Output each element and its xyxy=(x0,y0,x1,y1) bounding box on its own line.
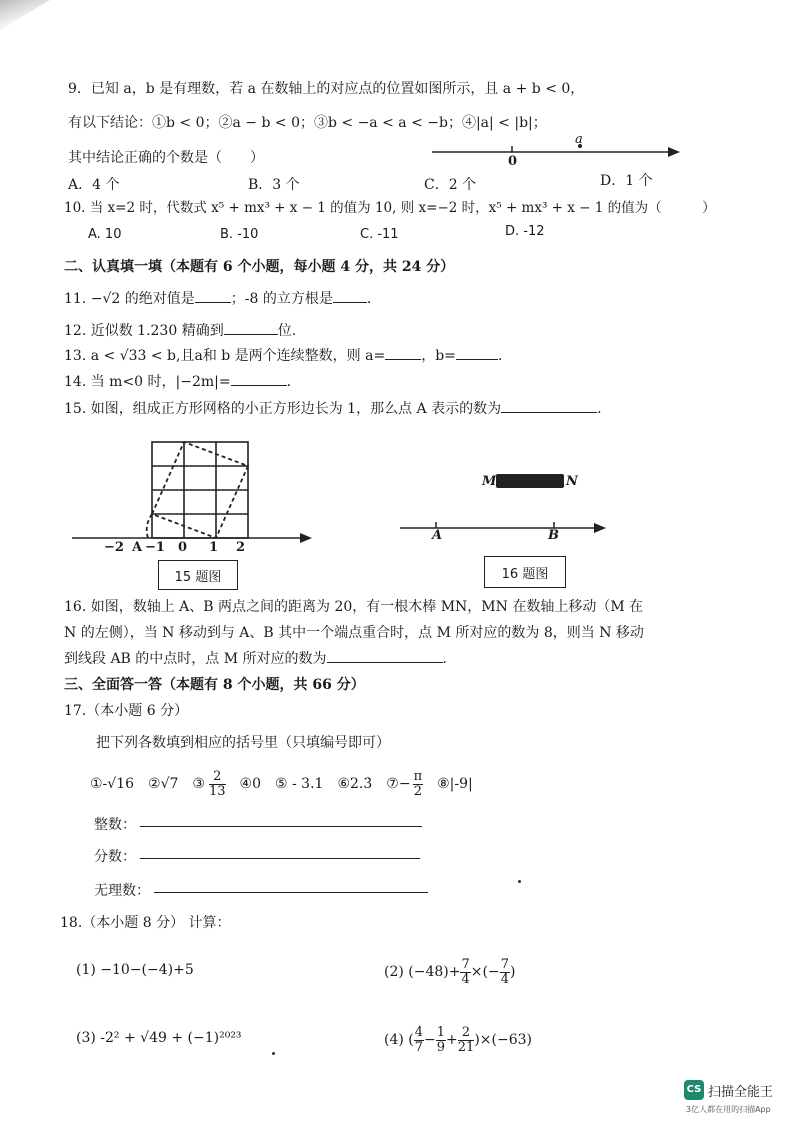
stray-dot-2 xyxy=(272,1052,275,1055)
q17-n7-num: π xyxy=(413,768,423,784)
q18-p4-frac1 xyxy=(414,1026,424,1055)
q16-blank[interactable] xyxy=(327,650,443,663)
q18-p4-a: (4) ( xyxy=(384,1032,414,1048)
q9-conclusions: 有以下结论：①b < 0；②a − b < 0；③b < −a < a < −b；④|a| < |b|； xyxy=(68,115,547,131)
q13-blank-a[interactable] xyxy=(385,347,421,360)
q17-title: 17.（本小题 6 分） xyxy=(64,703,189,719)
fig16-label-M: M xyxy=(482,474,497,489)
q15-label-neg1: −1 xyxy=(145,540,165,555)
q18-p4-frac3 xyxy=(458,1026,475,1055)
q15-figure xyxy=(70,440,320,545)
q12-blank[interactable] xyxy=(224,322,278,335)
q13-text-b: ，b= xyxy=(421,348,456,364)
q9-question: 其中结论正确的个数是（ ） xyxy=(68,150,264,166)
q10-option-a: A. 10 xyxy=(88,227,122,242)
q18-p2 xyxy=(384,954,515,990)
q18-p2-num2: 7 xyxy=(500,956,509,972)
q13-blank-b[interactable] xyxy=(456,347,498,360)
q17-instr: 把下列各数填到相应的括号里（只填编号即可） xyxy=(96,735,390,751)
q18-p4-frac2 xyxy=(436,1026,446,1055)
q17-frac-label: 分数： xyxy=(94,849,136,865)
q11-text-c: . xyxy=(366,291,372,307)
q14-blank[interactable] xyxy=(231,373,287,386)
q9-axis-zero: 0 xyxy=(508,154,518,169)
q10-option-b: B. -10 xyxy=(220,227,259,242)
q11-text-a: 11. −√2 的绝对值是 xyxy=(64,291,195,307)
q18-p4-d3: 21 xyxy=(457,1039,475,1055)
q18-p2-den2: 4 xyxy=(500,971,509,987)
fig16-caption: 16 题图 xyxy=(484,556,566,588)
q11-blank-1[interactable] xyxy=(195,290,231,303)
q13 xyxy=(64,345,502,365)
q13-text-a: 13. a < √33 < b,且a和 b 是两个连续整数，则 a= xyxy=(64,348,386,364)
q15-label-neg2: −2 xyxy=(104,540,124,555)
q17-n2: ②√7 xyxy=(148,776,179,792)
q9-number-line xyxy=(430,132,690,172)
q17-irr-label: 无理数： xyxy=(94,883,150,899)
fig16-label-A: A xyxy=(432,528,443,543)
q18-p2-frac1 xyxy=(460,958,470,987)
q12-text-b: 位. xyxy=(277,323,297,339)
q16-line3 xyxy=(64,648,447,668)
q17-numbers xyxy=(90,764,473,804)
fig16-label-B: B xyxy=(548,528,559,543)
q18-p3: (3) -2² + √49 + (−1)²⁰²³ xyxy=(76,1030,242,1046)
q17-n3-frac xyxy=(209,770,226,799)
q15-stem xyxy=(64,398,602,418)
q9-option-b: B．3 个 xyxy=(248,177,300,193)
q10-option-d: D. -12 xyxy=(505,224,545,239)
q18-title: 18.（本小题 8 分） 计算： xyxy=(60,915,231,931)
q18-p2-den1: 4 xyxy=(461,971,470,987)
q9-option-d: D．1 个 xyxy=(600,173,653,189)
q10-option-c: C. -11 xyxy=(360,227,399,242)
watermark-tagline: 3亿人都在用的扫描App xyxy=(686,1105,771,1114)
q18-p4-b: )×(−63) xyxy=(474,1032,532,1048)
q16-line3-text: 到线段 AB 的中点时，点 M 所对应的数为 xyxy=(64,651,327,667)
watermark-brand: 扫描全能王 xyxy=(708,1084,774,1100)
q9-axis-a: a xyxy=(575,132,583,147)
q16-line1: 16. 如图，数轴上 A、B 两点之间的距离为 20，有一根木棒 MN，MN 在数轴上移动（M 在 xyxy=(64,599,644,615)
q9-option-c: C．2 个 xyxy=(424,177,477,193)
q17-n4: ④0 xyxy=(239,776,261,792)
q17-n5: ⑤ - 3.1 xyxy=(275,776,324,792)
q15-label-2: 2 xyxy=(236,540,246,555)
q15-blank[interactable] xyxy=(501,400,597,413)
q17-n3: ③ xyxy=(192,776,205,792)
watermark-logo: CS xyxy=(684,1080,704,1100)
watermark xyxy=(684,1080,773,1100)
q11-blank-2[interactable] xyxy=(333,290,367,303)
q18-p4-minus: − xyxy=(424,1032,436,1048)
scan-corner-shadow xyxy=(0,0,50,30)
q17-irr-answer-line[interactable] xyxy=(154,892,428,893)
q9-stem: 9．已知 a，b 是有理数，若 a 在数轴上的对应点的位置如图所示，且 a + b < 0， xyxy=(68,81,585,97)
q18-p4-n1: 4 xyxy=(414,1024,424,1040)
q16-line2: N 的左侧），当 N 移动到与 A、B 其中一个端点重合时，点 M 所对应的数为 8，则当 N 移动 xyxy=(64,625,644,641)
section3-title: 三、全面答一答（本题有 8 个小题，共 66 分） xyxy=(64,677,365,693)
q17-n1: ①-√16 xyxy=(90,776,135,792)
q17-n3-den: 13 xyxy=(208,783,226,799)
q15-label-0: 0 xyxy=(178,540,188,555)
q18-p4-n2: 1 xyxy=(436,1024,446,1040)
section2-title: 二、认真填一填（本题有 6 个小题，每小题 4 分，共 24 分） xyxy=(64,259,455,275)
q17-int-answer-line[interactable] xyxy=(140,826,422,827)
q18-p2-a: (2) (−48)+ xyxy=(384,964,461,980)
q15-label-1: 1 xyxy=(209,540,219,555)
q11-text-b: ；-8 的立方根是 xyxy=(230,291,333,307)
q17-int-label: 整数： xyxy=(94,817,136,833)
q18-p4-d2: 9 xyxy=(436,1039,446,1055)
q18-p4 xyxy=(384,1022,532,1058)
q17-frac-answer-line[interactable] xyxy=(140,858,420,859)
q15-end: . xyxy=(597,401,602,417)
q18-p4-n3: 2 xyxy=(458,1026,475,1041)
q11 xyxy=(64,288,371,308)
q15-caption: 15 题图 xyxy=(158,560,238,590)
q17-n8: ⑧|-9| xyxy=(437,776,473,792)
q15-text: 15. 如图，组成正方形网格的小正方形边长为 1，那么点 A 表示的数为 xyxy=(64,401,502,417)
q14-text-b: . xyxy=(286,374,292,390)
q10-stem: 10. 当 x=2 时，代数式 x⁵ + mx³ + x − 1 的值为 10, 则 x=−2 时，x⁵ + mx³ + x − 1 的值为（ ） xyxy=(64,200,716,216)
q14-text-a: 14. 当 m<0 时，|−2m|= xyxy=(64,374,231,390)
q14 xyxy=(64,371,291,391)
q18-p2-c: ) xyxy=(509,964,516,980)
q17-n7: ⑦− xyxy=(386,776,411,792)
q17-n7-den: 2 xyxy=(413,783,422,799)
q18-p2-b: ×(− xyxy=(470,964,500,980)
q12-text-a: 12. 近似数 1.230 精确到 xyxy=(64,323,224,339)
q18-p2-frac2 xyxy=(500,958,510,987)
q18-p4-plus: + xyxy=(446,1032,458,1048)
q18-p1: (1) −10−(−4)+5 xyxy=(76,962,194,978)
q15-label-A: A xyxy=(132,540,143,555)
q18-p2-num1: 7 xyxy=(461,956,470,972)
q12 xyxy=(64,320,296,340)
q17-n6: ⑥2.3̇ xyxy=(337,776,373,792)
q16-end: . xyxy=(442,651,447,667)
stray-dot-1 xyxy=(518,880,521,883)
q13-text-c: . xyxy=(497,348,503,364)
q9-option-a: A．4 个 xyxy=(68,177,120,193)
fig16-number-line xyxy=(398,518,612,538)
q17-n3-num: 2 xyxy=(209,770,226,785)
fig16-rod xyxy=(496,474,564,488)
fig16-label-N: N xyxy=(566,474,578,489)
q17-n7-frac xyxy=(413,770,424,799)
q18-p4-d1: 7 xyxy=(414,1039,424,1055)
